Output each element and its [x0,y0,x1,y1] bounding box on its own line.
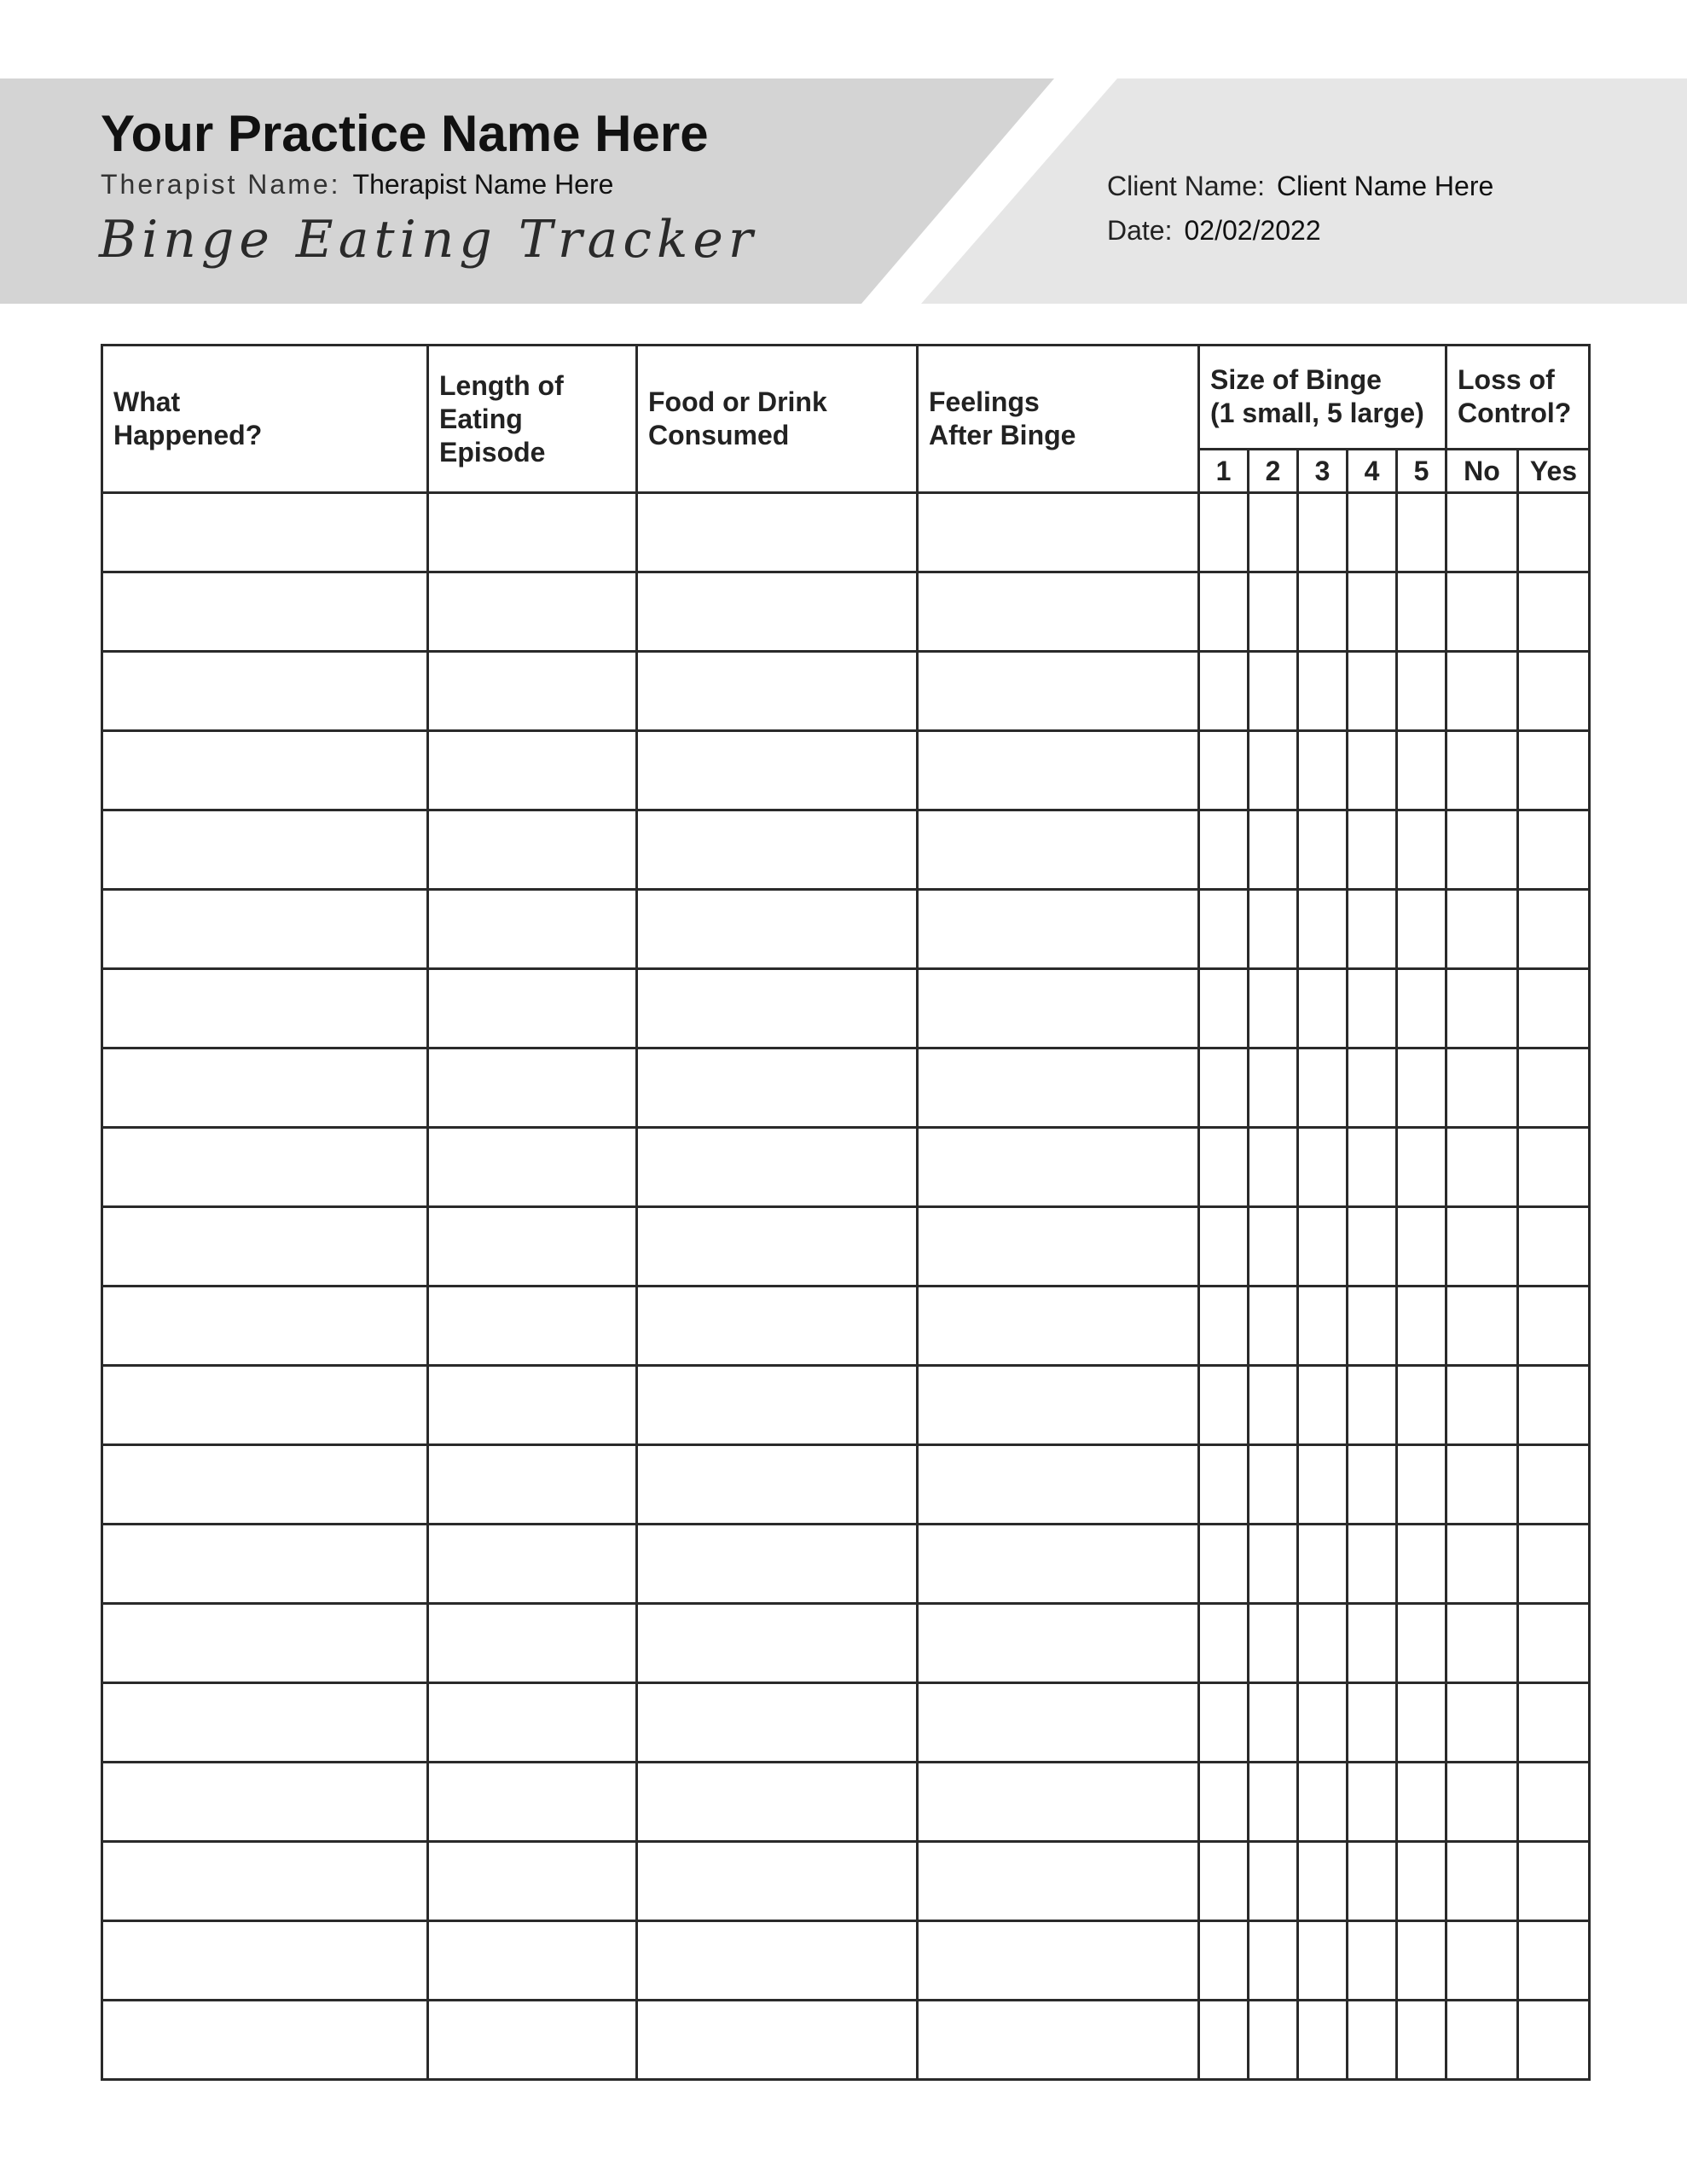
length-cell[interactable] [428,1128,637,1207]
date-label: Date: [1107,215,1173,246]
col-header-text: Food or Drink [648,386,827,417]
control-yes-cell[interactable] [1518,890,1590,969]
size-1-cell[interactable] [1199,1445,1249,1525]
table-row [102,1048,1590,1128]
control-yes-cell[interactable] [1518,1842,1590,1921]
therapist-name-value: Therapist Name Here [352,169,614,200]
length-cell[interactable] [428,1921,637,2001]
length-cell[interactable] [428,810,637,890]
control-no-cell[interactable] [1446,1525,1518,1604]
size-5-cell[interactable] [1397,1763,1446,1842]
length-cell[interactable] [428,731,637,810]
table-row [102,1128,1590,1207]
food-cell[interactable] [637,2001,918,2080]
size-2-cell[interactable] [1249,1842,1298,1921]
col-header-text: Control? [1458,398,1572,428]
food-cell[interactable] [637,1604,918,1683]
col-header-text: After Binge [929,420,1076,450]
food-cell[interactable] [637,890,918,969]
food-cell[interactable] [637,1366,918,1445]
date-row [1107,215,1321,247]
feelings-cell[interactable] [918,890,1199,969]
size-3-cell[interactable] [1298,1207,1348,1287]
col-header-size-of-binge [1199,346,1446,450]
what-happened-cell[interactable] [102,890,428,969]
what-happened-cell[interactable] [102,1604,428,1683]
col-header-text: Consumed [648,420,790,450]
control-no-cell[interactable] [1446,810,1518,890]
control-yes-cell[interactable] [1518,1763,1590,1842]
length-cell[interactable] [428,1445,637,1525]
what-happened-cell[interactable] [102,572,428,652]
table-row [102,1604,1590,1683]
size-4-cell[interactable] [1348,1604,1397,1683]
size-4-cell[interactable] [1348,1445,1397,1525]
table-row [102,1445,1590,1525]
feelings-cell[interactable] [918,1604,1199,1683]
table-row [102,1683,1590,1763]
size-1-cell[interactable] [1199,1763,1249,1842]
length-cell[interactable] [428,1683,637,1763]
size-2-cell[interactable] [1249,890,1298,969]
food-cell[interactable] [637,1683,918,1763]
control-no-cell[interactable] [1446,1048,1518,1128]
control-no-cell[interactable] [1446,1445,1518,1525]
size-4-cell[interactable] [1348,1842,1397,1921]
table-row [102,652,1590,731]
size-1-cell[interactable] [1199,1366,1249,1445]
col-header-text: (1 small, 5 large) [1210,398,1424,428]
table-row [102,1287,1590,1366]
food-cell[interactable] [637,1763,918,1842]
what-happened-cell[interactable] [102,2001,428,2080]
client-name-row [1107,171,1493,202]
what-happened-cell[interactable] [102,1763,428,1842]
size-5-cell[interactable] [1397,2001,1446,2080]
size-5-cell[interactable] [1397,1842,1446,1921]
food-cell[interactable] [637,1207,918,1287]
control-yes-cell[interactable] [1518,1525,1590,1604]
size-1-cell[interactable] [1199,1921,1249,2001]
size-3-cell[interactable] [1298,1763,1348,1842]
size-4-cell[interactable] [1348,652,1397,731]
therapist-name-label: Therapist Name: [101,169,341,200]
feelings-cell[interactable] [918,1207,1199,1287]
size-4-cell[interactable] [1348,1048,1397,1128]
feelings-cell[interactable] [918,1445,1199,1525]
size-3-cell[interactable] [1298,1842,1348,1921]
size-1-cell[interactable] [1199,731,1249,810]
control-yes-cell[interactable] [1518,969,1590,1048]
food-cell[interactable] [637,652,918,731]
control-no-cell[interactable] [1446,572,1518,652]
size-4-cell[interactable] [1348,969,1397,1048]
control-yes-cell[interactable] [1518,1207,1590,1287]
feelings-cell[interactable] [918,1287,1199,1366]
client-name-label: Client Name: [1107,171,1265,201]
length-cell[interactable] [428,1763,637,1842]
control-no-cell[interactable] [1446,1366,1518,1445]
what-happened-cell[interactable] [102,1445,428,1525]
control-no-cell[interactable] [1446,1207,1518,1287]
length-cell[interactable] [428,1048,637,1128]
size-option-2: 2 [1249,450,1298,493]
food-cell[interactable] [637,572,918,652]
size-1-cell[interactable] [1199,1525,1249,1604]
col-header-feelings [918,346,1199,493]
size-2-cell[interactable] [1249,731,1298,810]
therapist-name-row [101,169,613,200]
size-4-cell[interactable] [1348,1128,1397,1207]
table-row [102,1842,1590,1921]
control-no-cell[interactable] [1446,493,1518,572]
food-cell[interactable] [637,1128,918,1207]
table-row [102,969,1590,1048]
table-body [102,493,1590,2080]
size-3-cell[interactable] [1298,1366,1348,1445]
size-5-cell[interactable] [1397,969,1446,1048]
date-value: 02/02/2022 [1184,215,1321,246]
size-4-cell[interactable] [1348,810,1397,890]
control-yes-cell[interactable] [1518,652,1590,731]
feelings-cell[interactable] [918,572,1199,652]
size-5-cell[interactable] [1397,731,1446,810]
feelings-cell[interactable] [918,1048,1199,1128]
size-5-cell[interactable] [1397,810,1446,890]
size-1-cell[interactable] [1199,493,1249,572]
control-yes-cell[interactable] [1518,2001,1590,2080]
size-4-cell[interactable] [1348,2001,1397,2080]
size-4-cell[interactable] [1348,1366,1397,1445]
feelings-cell[interactable] [918,1128,1199,1207]
size-3-cell[interactable] [1298,572,1348,652]
food-cell[interactable] [637,493,918,572]
col-header-text: Size of Binge [1210,364,1382,395]
size-4-cell[interactable] [1348,1287,1397,1366]
size-3-cell[interactable] [1298,1604,1348,1683]
size-4-cell[interactable] [1348,1921,1397,2001]
size-2-cell[interactable] [1249,1287,1298,1366]
control-yes-cell[interactable] [1518,1366,1590,1445]
table-header-row [102,346,1590,450]
size-2-cell[interactable] [1249,1604,1298,1683]
size-option-5: 5 [1397,450,1446,493]
size-3-cell[interactable] [1298,810,1348,890]
feelings-cell[interactable] [918,1842,1199,1921]
col-header-text: What [113,386,181,417]
control-yes-cell[interactable] [1518,1683,1590,1763]
feelings-cell[interactable] [918,2001,1199,2080]
size-2-cell[interactable] [1249,1048,1298,1128]
size-4-cell[interactable] [1348,890,1397,969]
feelings-cell[interactable] [918,1525,1199,1604]
food-cell[interactable] [637,810,918,890]
size-5-cell[interactable] [1397,1287,1446,1366]
table-row [102,1366,1590,1445]
practice-name: Your Practice Name Here [101,105,709,162]
size-5-cell[interactable] [1397,1207,1446,1287]
size-4-cell[interactable] [1348,493,1397,572]
size-3-cell[interactable] [1298,1445,1348,1525]
length-cell[interactable] [428,1207,637,1287]
size-1-cell[interactable] [1199,2001,1249,2080]
feelings-cell[interactable] [918,493,1199,572]
feelings-cell[interactable] [918,731,1199,810]
food-cell[interactable] [637,1921,918,2001]
size-5-cell[interactable] [1397,652,1446,731]
table-row [102,1207,1590,1287]
size-3-cell[interactable] [1298,493,1348,572]
size-2-cell[interactable] [1249,652,1298,731]
food-cell[interactable] [637,1445,918,1525]
control-option-no: No [1446,450,1518,493]
control-yes-cell[interactable] [1518,1921,1590,2001]
control-no-cell[interactable] [1446,1287,1518,1366]
length-cell[interactable] [428,652,637,731]
size-1-cell[interactable] [1199,969,1249,1048]
control-no-cell[interactable] [1446,652,1518,731]
what-happened-cell[interactable] [102,652,428,731]
size-1-cell[interactable] [1199,890,1249,969]
control-yes-cell[interactable] [1518,1445,1590,1525]
size-3-cell[interactable] [1298,1683,1348,1763]
size-5-cell[interactable] [1397,1445,1446,1525]
feelings-cell[interactable] [918,1366,1199,1445]
length-cell[interactable] [428,572,637,652]
length-cell[interactable] [428,1366,637,1445]
size-2-cell[interactable] [1249,1128,1298,1207]
size-2-cell[interactable] [1249,1525,1298,1604]
size-4-cell[interactable] [1348,1525,1397,1604]
size-1-cell[interactable] [1199,652,1249,731]
size-5-cell[interactable] [1397,1921,1446,2001]
size-5-cell[interactable] [1397,890,1446,969]
control-no-cell[interactable] [1446,969,1518,1048]
length-cell[interactable] [428,493,637,572]
what-happened-cell[interactable] [102,1842,428,1921]
size-2-cell[interactable] [1249,1207,1298,1287]
food-cell[interactable] [637,731,918,810]
size-1-cell[interactable] [1199,1048,1249,1128]
what-happened-cell[interactable] [102,1128,428,1207]
what-happened-cell[interactable] [102,969,428,1048]
feelings-cell[interactable] [918,1921,1199,2001]
table-row [102,493,1590,572]
table-row [102,1525,1590,1604]
feelings-cell[interactable] [918,969,1199,1048]
control-no-cell[interactable] [1446,890,1518,969]
size-5-cell[interactable] [1397,1128,1446,1207]
size-1-cell[interactable] [1199,1604,1249,1683]
control-no-cell[interactable] [1446,2001,1518,2080]
what-happened-cell[interactable] [102,1366,428,1445]
size-5-cell[interactable] [1397,572,1446,652]
col-header-text: Episode [439,436,546,468]
col-header-text: Length of [439,369,564,401]
col-header-what-happened [102,346,428,493]
control-no-cell[interactable] [1446,1604,1518,1683]
client-name-value: Client Name Here [1276,171,1494,201]
size-2-cell[interactable] [1249,1445,1298,1525]
form-title: Binge Eating Tracker [99,210,758,270]
table-row [102,890,1590,969]
what-happened-cell[interactable] [102,493,428,572]
food-cell[interactable] [637,1048,918,1128]
control-yes-cell[interactable] [1518,810,1590,890]
table-row [102,2001,1590,2080]
col-header-text: Feelings [929,386,1040,417]
size-1-cell[interactable] [1199,1128,1249,1207]
size-3-cell[interactable] [1298,1525,1348,1604]
col-header-text: Loss of [1458,364,1555,395]
food-cell[interactable] [637,1525,918,1604]
size-2-cell[interactable] [1249,1366,1298,1445]
size-4-cell[interactable] [1348,731,1397,810]
size-1-cell[interactable] [1199,572,1249,652]
control-no-cell[interactable] [1446,1921,1518,2001]
size-2-cell[interactable] [1249,1763,1298,1842]
size-1-cell[interactable] [1199,1207,1249,1287]
table-row [102,1921,1590,2001]
what-happened-cell[interactable] [102,1525,428,1604]
size-4-cell[interactable] [1348,1207,1397,1287]
length-cell[interactable] [428,890,637,969]
what-happened-cell[interactable] [102,810,428,890]
control-yes-cell[interactable] [1518,572,1590,652]
col-header-text: Happened? [113,420,263,450]
table-row [102,1763,1590,1842]
size-1-cell[interactable] [1199,1683,1249,1763]
control-yes-cell[interactable] [1518,493,1590,572]
size-3-cell[interactable] [1298,731,1348,810]
feelings-cell[interactable] [918,652,1199,731]
size-2-cell[interactable] [1249,493,1298,572]
table-row [102,810,1590,890]
control-yes-cell[interactable] [1518,731,1590,810]
size-2-cell[interactable] [1249,1921,1298,2001]
size-4-cell[interactable] [1348,1683,1397,1763]
size-3-cell[interactable] [1298,1287,1348,1366]
food-cell[interactable] [637,1287,918,1366]
control-yes-cell[interactable] [1518,1604,1590,1683]
control-no-cell[interactable] [1446,1763,1518,1842]
size-5-cell[interactable] [1397,1604,1446,1683]
size-3-cell[interactable] [1298,1128,1348,1207]
length-cell[interactable] [428,1525,637,1604]
size-4-cell[interactable] [1348,572,1397,652]
size-3-cell[interactable] [1298,969,1348,1048]
control-no-cell[interactable] [1446,1128,1518,1207]
what-happened-cell[interactable] [102,1048,428,1128]
length-cell[interactable] [428,1287,637,1366]
what-happened-cell[interactable] [102,1921,428,2001]
col-header-length [428,346,637,493]
control-option-yes: Yes [1518,450,1590,493]
size-5-cell[interactable] [1397,1683,1446,1763]
size-3-cell[interactable] [1298,2001,1348,2080]
size-2-cell[interactable] [1249,969,1298,1048]
control-yes-cell[interactable] [1518,1287,1590,1366]
length-cell[interactable] [428,969,637,1048]
what-happened-cell[interactable] [102,1287,428,1366]
what-happened-cell[interactable] [102,731,428,810]
size-2-cell[interactable] [1249,572,1298,652]
feelings-cell[interactable] [918,810,1199,890]
size-5-cell[interactable] [1397,1048,1446,1128]
size-2-cell[interactable] [1249,2001,1298,2080]
size-3-cell[interactable] [1298,890,1348,969]
control-yes-cell[interactable] [1518,1048,1590,1128]
size-3-cell[interactable] [1298,1921,1348,2001]
col-header-loss-of-control [1446,346,1590,450]
size-4-cell[interactable] [1348,1763,1397,1842]
size-2-cell[interactable] [1249,810,1298,890]
size-option-1: 1 [1199,450,1249,493]
size-1-cell[interactable] [1199,1287,1249,1366]
feelings-cell[interactable] [918,1683,1199,1763]
control-no-cell[interactable] [1446,1683,1518,1763]
food-cell[interactable] [637,969,918,1048]
size-1-cell[interactable] [1199,1842,1249,1921]
size-5-cell[interactable] [1397,1525,1446,1604]
length-cell[interactable] [428,2001,637,2080]
size-option-4: 4 [1348,450,1397,493]
binge-tracker-table [101,344,1591,2081]
size-option-3: 3 [1298,450,1348,493]
control-yes-cell[interactable] [1518,1128,1590,1207]
size-3-cell[interactable] [1298,1048,1348,1128]
length-cell[interactable] [428,1842,637,1921]
length-cell[interactable] [428,1604,637,1683]
table-row [102,731,1590,810]
size-5-cell[interactable] [1397,1366,1446,1445]
food-cell[interactable] [637,1842,918,1921]
table-row [102,572,1590,652]
size-5-cell[interactable] [1397,493,1446,572]
size-1-cell[interactable] [1199,810,1249,890]
what-happened-cell[interactable] [102,1683,428,1763]
control-no-cell[interactable] [1446,731,1518,810]
feelings-cell[interactable] [918,1763,1199,1842]
size-3-cell[interactable] [1298,652,1348,731]
size-2-cell[interactable] [1249,1683,1298,1763]
col-header-text: Eating [439,403,523,434]
control-no-cell[interactable] [1446,1842,1518,1921]
col-header-food [637,346,918,493]
what-happened-cell[interactable] [102,1207,428,1287]
